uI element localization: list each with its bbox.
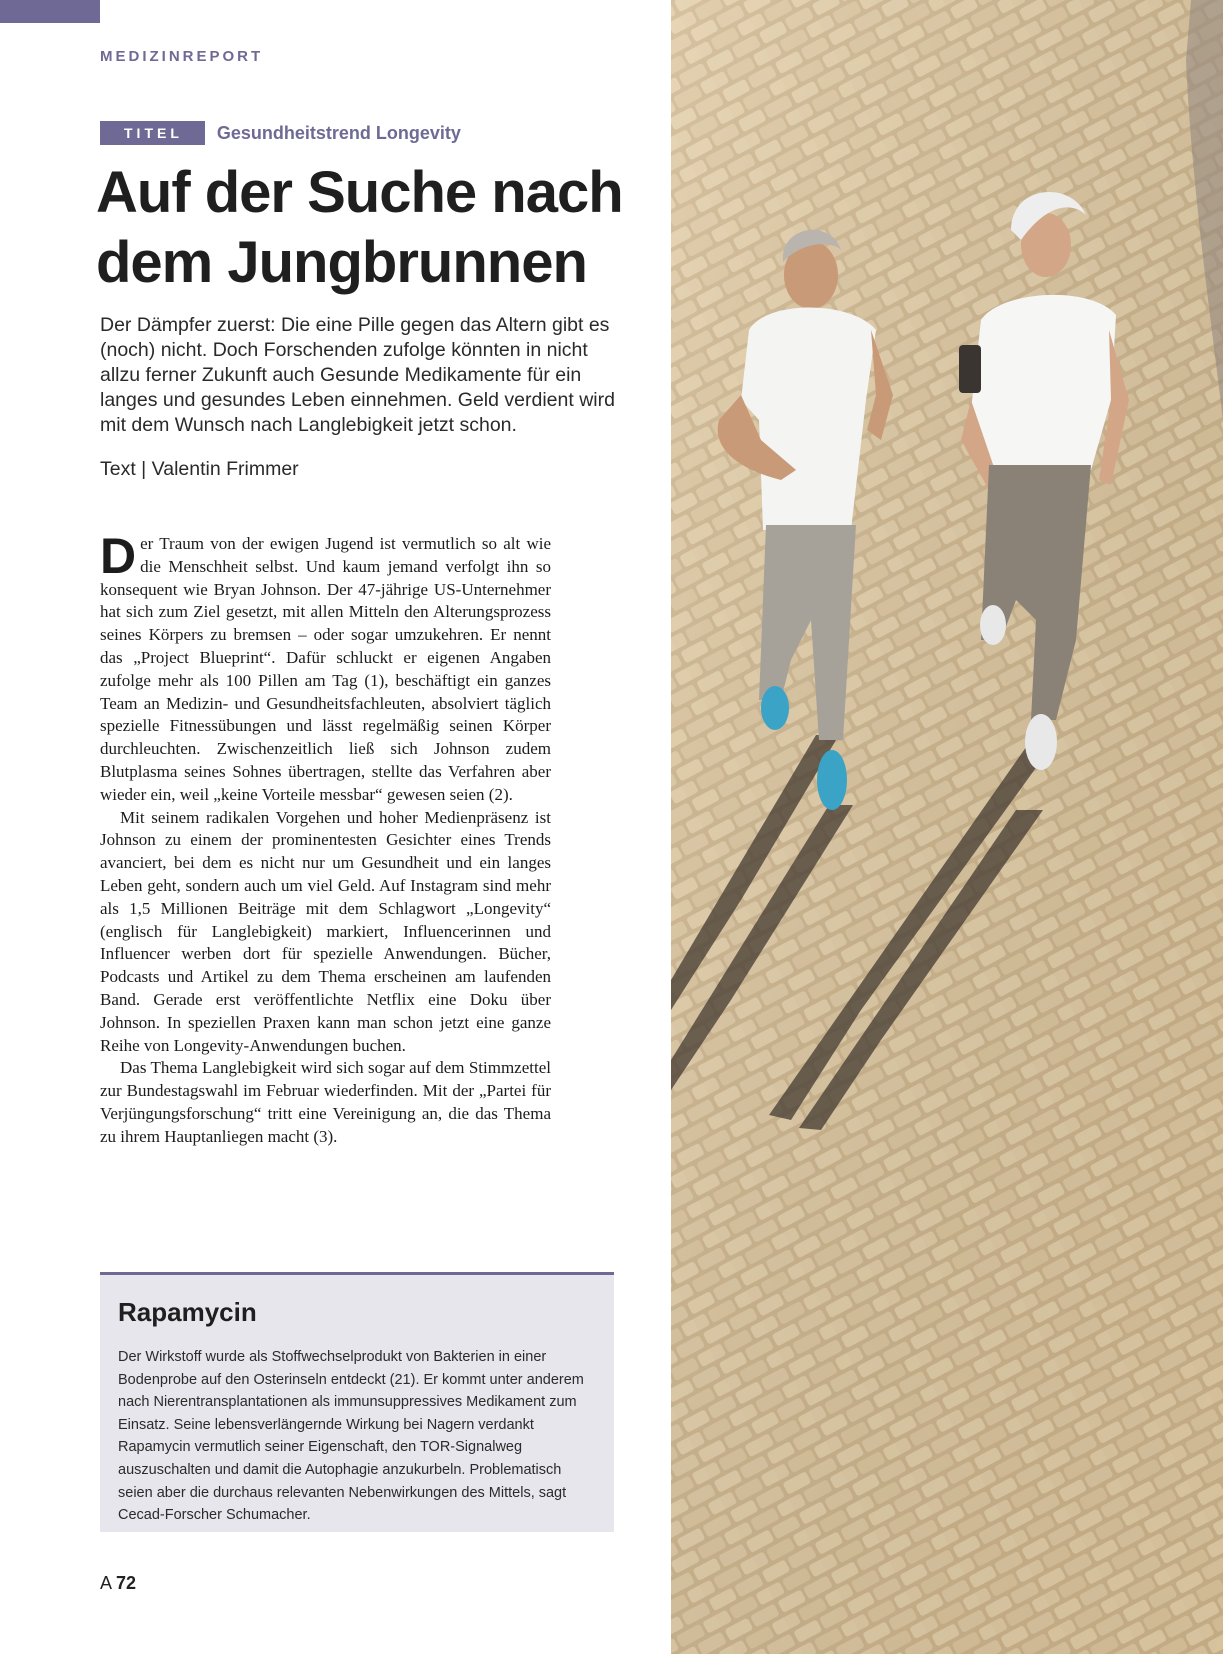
- page-number: [100, 1573, 136, 1594]
- body-paragraph-1: [100, 528, 551, 807]
- headline: Auf der Suche nach dem Jungbrunnen: [96, 160, 623, 295]
- kicker-topic: Gesundheitstrend Longevity: [216, 122, 461, 143]
- infobox-title: Rapamycin: [118, 1297, 257, 1327]
- lead-paragraph: Der Dämpfer zuerst: Die eine Pille gegen das Altern gibt es (noch) nicht. Doch Forschenden zufolge könnten in nicht allzu ferner Zukunft auch Gesunde Medikamente für ein langes und gesundes Leben einnehmen. Geld verdient wird mit dem Wunsch nach Langlebigkeit jetzt schon.: [100, 314, 615, 436]
- body-paragraph-1-text: er Traum von der ewigen Jugend ist vermutlich so alt wie die Menschheit selbst. Und kaum jemand verfolgt ihn so konsequent wie Bryan Johnson. Der 47-jährige US-Unternehmer hat sich zum Ziel gesetzt, mit allen Mitteln den Alterungsprozess seines Körpers zu bremsen – oder sogar umzukehren. Er nennt das „Project Blueprint“. Dafür schluckt er eigenen Angaben zufolge mehr als 100 Pillen am Tag (1), beschäftigt ein ganzes Team an Medizin- und Gesundheitsfachleuten, absolviert täglich spezielle Fitnessübungen und lässt regelmäßig seinen Körper durchleuchten. Zwischenzeitlich ließ sich Johnson zudem Blutplasma seines Sohnes übertragen, stellte das Verfahren aber wieder ein, weil „keine Vorteile messbar“ gewesen seien (2).: [100, 534, 551, 804]
- body-paragraph-3: Das Thema Langlebigkeit wird sich sogar auf dem Stimmzettel zur Bundestagswahl im Februar wiederfinden. Mit der „Partei für Verjüngungsforschung“ tritt eine Vereinigung an, die das Thema zu ihrem Hauptanliegen macht (3).: [100, 1058, 551, 1146]
- drop-cap: D: [100, 528, 137, 584]
- corner-color-tab: [0, 0, 100, 23]
- byline: Text | Valentin Frimmer: [100, 458, 299, 480]
- page-number-value: 72: [116, 1573, 137, 1593]
- article-body: [100, 528, 551, 1149]
- kicker: [100, 121, 461, 145]
- infobox-text: Der Wirkstoff wurde als Stoffwechselprodukt von Bakterien in einer Bodenprobe auf den Osterinseln entdeckt (21). Er kommt unter anderem nach Nierentransplantationen als immunsuppressives Medikament zum Einsatz. Seine lebensverlängernde Wirkung bei Nagern verdankt Rapamycin vermutlich seiner Eigenschaft, den TOR-Signalweg auszuschalten und damit die Autophagie anzukurbeln. Problematisch seien aber die durchaus relevanten Nebenwirkungen des Mittels, sagt Cecad-Forscher Schumacher.: [118, 1349, 584, 1524]
- page-prefix: A: [100, 1573, 112, 1593]
- rapamycin-infobox: [100, 1272, 614, 1532]
- kicker-badge: TITEL: [100, 121, 205, 145]
- section-label: MEDIZINREPORT: [100, 48, 264, 65]
- body-paragraph-2: Mit seinem radikalen Vorgehen und hoher Medienpräsenz ist Johnson zu einem der prominentesten Gesichter eines Trends avanciert, bei dem es nicht nur um Gesundheit und ein langes Leben geht, sondern auch um viel Geld. Auf Instagram sind mehr als 1,5 Millionen Beiträge mit dem Schlagwort „Longevity“ (englisch für Langlebigkeit) markiert, Influencerinnen und Influencer werben dort für spezielle Anwendungen. Bücher, Podcasts und Artikel zu dem Thema erscheinen am laufenden Band. Gerade erst veröffentlichte Netflix eine Doku über Johnson. In speziellen Praxen kann man schon jetzt eine ganze Reihe von Longevity-Anwendungen buchen.: [100, 807, 551, 1055]
- jogging-couple-photo: [671, 0, 1223, 1654]
